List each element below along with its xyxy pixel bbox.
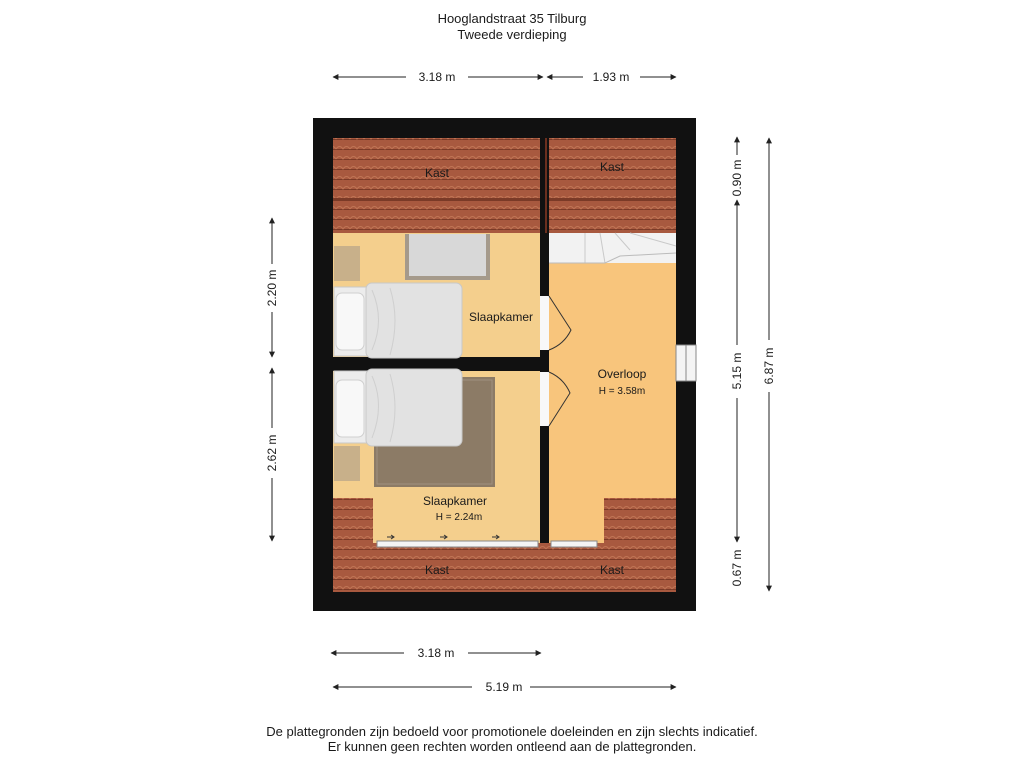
landing <box>549 233 676 498</box>
window-right <box>676 345 696 381</box>
dim-left-upper: 2.20 m <box>265 269 279 307</box>
kast-top-area <box>333 138 676 233</box>
dim-left-lower: 2.62 m <box>265 434 279 472</box>
dim-right-bottom: 0.67 m <box>730 549 744 587</box>
plan-title: Hooglandstraat 35 Tilburg <box>437 11 587 26</box>
label-slaapkamer-lower: Slaapkamer <box>422 494 488 508</box>
dim-right-total: 6.87 m <box>762 347 776 385</box>
dim-bottom-inner: 3.18 m <box>417 646 455 660</box>
dim-bottom-total: 5.19 m <box>485 680 523 694</box>
label-overloop-height: H = 3.58m <box>598 386 646 397</box>
label-overloop: Overloop <box>597 367 647 381</box>
nightstand-upper <box>334 246 360 281</box>
plan-subtitle: Tweede verdieping <box>457 27 567 42</box>
window-bottom-landing <box>551 541 597 547</box>
label-kast-bottom-left: Kast <box>424 563 450 577</box>
label-slaapkamer-lower-height: H = 2.24m <box>435 512 483 523</box>
label-slaapkamer-upper: Slaapkamer <box>468 310 534 324</box>
label-kast-top-left: Kast <box>424 166 450 180</box>
nightstand-lower <box>334 446 360 481</box>
dim-right-middle: 5.15 m <box>730 352 744 390</box>
label-kast-top-right: Kast <box>599 160 625 174</box>
label-kast-bottom-right: Kast <box>599 563 625 577</box>
wardrobe-upper <box>405 234 490 280</box>
roof-bottom-right <box>604 498 676 592</box>
bed-lower <box>334 369 462 446</box>
window-bottom-bedroom <box>377 541 538 547</box>
disclaimer-line-1: De plattegronden zijn bedoeld voor promotionele doeleinden en zijn slechts indicatief. <box>266 724 758 739</box>
dim-right-top: 0.90 m <box>730 159 744 197</box>
dim-top-right: 1.93 m <box>592 70 630 84</box>
stairs <box>549 233 676 263</box>
disclaimer-line-2: Er kunnen geen rechten worden ontleend aan de plattegronden. <box>327 739 697 754</box>
dim-top-left: 3.18 m <box>418 70 456 84</box>
bed-upper <box>334 283 462 358</box>
